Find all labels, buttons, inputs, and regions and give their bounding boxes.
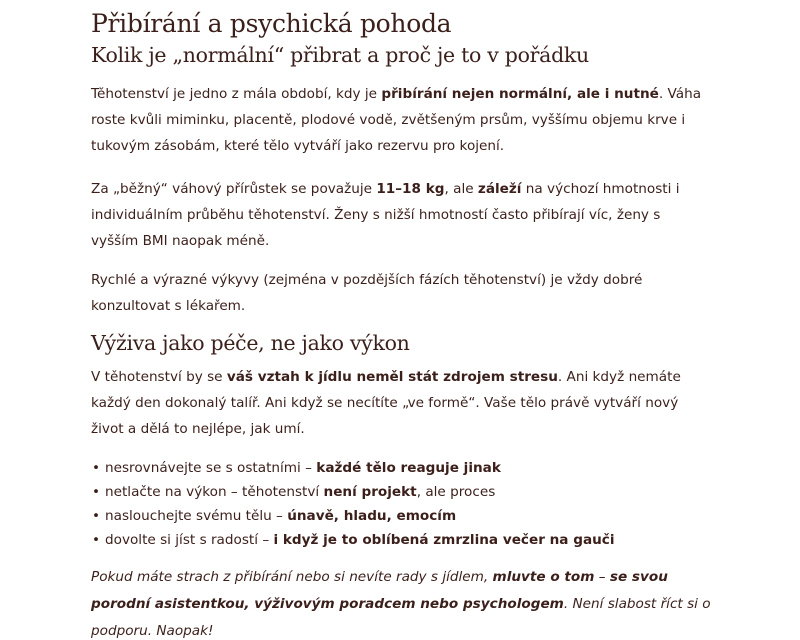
- emphasis: i když je to oblíbená zmrzlina večer na gauči: [273, 532, 615, 549]
- text: Za „běžný“ váhový přírůstek se považuje: [91, 180, 377, 197]
- paragraph-weight-range: [91, 176, 711, 255]
- section-heading-nutrition: Výživa jako péče, ne jako výkon: [91, 330, 410, 355]
- emphasis: záleží: [477, 180, 522, 197]
- text: V těhotenství by se: [91, 368, 227, 385]
- text: Pokud máte strach z přibírání nebo si nevíte rady s jídlem,: [91, 569, 493, 586]
- emphasis: přibírání nejen normální, ale i nutné: [381, 86, 659, 102]
- text: netlačte na výkon – těhotenství: [105, 484, 324, 501]
- text: nesrovnávejte se s ostatními –: [105, 460, 317, 477]
- page-title: Přibírání a psychická pohoda: [91, 9, 452, 38]
- bullet-icon: •: [92, 532, 101, 549]
- emphasis: 11–18 kg: [376, 180, 445, 197]
- text: . Není slabost říct si o podporu. Naopak!: [91, 596, 711, 640]
- text: na výchozí hmotnosti i individuálním průběhu těhotenství. Ženy s nižší hmotností často přibírají víc, ženy s vyšším BMI naopak méně.: [91, 180, 680, 250]
- bullet-icon: •: [92, 484, 101, 501]
- paragraph-weight-consult: Rychlé a výrazné výkyvy (zejména v pozdějších fázích těhotenství) je vždy dobré konzultovat s lékařem.: [91, 272, 643, 315]
- list-item: [91, 456, 800, 480]
- support-note: [91, 564, 711, 640]
- text: –: [594, 569, 610, 586]
- text: , ale proces: [416, 484, 496, 501]
- text: , ale: [444, 180, 478, 197]
- paragraph-nutrition-intro: [91, 364, 711, 443]
- bullet-icon: •: [92, 508, 101, 525]
- list-item: [91, 528, 800, 552]
- text: . Ani když nemáte každý den dokonalý talíř. Ani když se necítíte „ve formě“. Vaše tělo právě vytváří nový život a dělá to nejlépe, jak umí.: [91, 368, 681, 438]
- emphasis: není projekt: [323, 484, 417, 501]
- list-item: [91, 504, 800, 528]
- emphasis: únavě, hladu, emocím: [287, 508, 457, 525]
- text: dovolte si jíst s radostí –: [105, 532, 274, 549]
- emphasis: mluvte o tom: [492, 569, 595, 586]
- list-item: [91, 480, 800, 504]
- text: Těhotenství je jedno z mála období, kdy je: [91, 86, 382, 102]
- tips-list: [91, 456, 800, 552]
- section-heading-weight: Kolik je „normální“ přibrat a proč je to v pořádku: [91, 43, 589, 67]
- emphasis: váš vztah k jídlu neměl stát zdrojem stresu: [226, 368, 558, 385]
- emphasis: se svou porodní asistentkou, výživovým poradcem nebo psychologem: [91, 569, 668, 613]
- emphasis: každé tělo reaguje jinak: [316, 460, 501, 477]
- bullet-icon: •: [92, 460, 101, 477]
- text: naslouchejte svému tělu –: [105, 508, 288, 525]
- text: . Váha roste kvůli miminku, placentě, plodové vodě, zvětšeným prsům, vyššímu objemu krve i tukovým zásobám, které tělo vytváří jako rezervu pro kojení.: [91, 86, 702, 155]
- paragraph-weight-intro: [91, 81, 711, 160]
